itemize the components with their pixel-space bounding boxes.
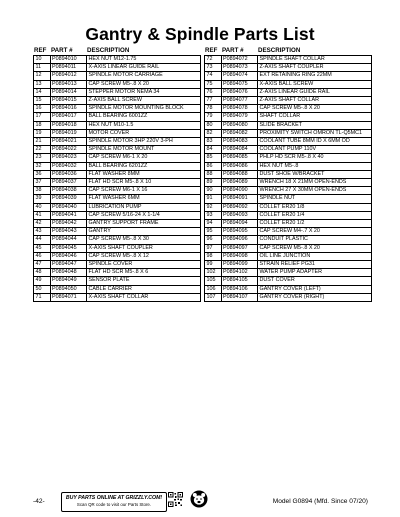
ref-cell: 46 <box>34 252 51 260</box>
ref-cell: 96 <box>205 236 222 244</box>
part-number-cell: P0894106 <box>221 285 258 293</box>
ref-cell: 43 <box>34 228 51 236</box>
table-row <box>205 285 372 293</box>
page-footer <box>0 492 400 516</box>
part-number-cell: P0894072 <box>221 56 258 64</box>
ref-cell: 47 <box>34 261 51 269</box>
part-number-cell: P0894105 <box>221 277 258 285</box>
table-row <box>205 187 372 195</box>
ref-cell: 71 <box>34 293 51 301</box>
ref-cell: 88 <box>205 170 222 178</box>
promo-subtext: Scan QR code to visit our Parts Store. <box>76 502 152 507</box>
qr-code-icon[interactable] <box>168 492 183 507</box>
part-number-cell: P0894098 <box>221 252 258 260</box>
description-cell: CAP SCREW M4-.7 X 20 <box>258 228 372 236</box>
part-number-cell: P0894074 <box>221 72 258 80</box>
table-row <box>34 285 201 293</box>
parts-table-right <box>204 46 372 302</box>
table-row <box>205 113 372 121</box>
ref-cell: 93 <box>205 211 222 219</box>
part-number-cell: P0894023 <box>50 154 87 162</box>
part-number-cell: P0894039 <box>50 195 87 203</box>
table-row <box>205 162 372 170</box>
part-number-cell: P0894015 <box>50 97 87 105</box>
part-number-cell: P0894083 <box>221 138 258 146</box>
description-cell: EXT RETAINING RING 22MM <box>258 72 372 80</box>
description-cell: FLAT WASHER 8MM <box>87 170 201 178</box>
description-cell: COLLET ER20 1/2 <box>258 220 372 228</box>
description-cell: CAP SCREW 5/16-24 X 1-1/4 <box>87 211 201 219</box>
ref-cell: 41 <box>34 211 51 219</box>
ref-cell: 84 <box>205 146 222 154</box>
parts-rows-left <box>34 56 201 302</box>
description-cell: COLLET ER20 1/4 <box>258 211 372 219</box>
description-cell: PROXIMITY SWITCH OMRON TL-Q5MC1 <box>258 129 372 137</box>
ref-cell: 12 <box>34 72 51 80</box>
part-number-cell: P0894019 <box>50 129 87 137</box>
description-cell: CAP SCREW M6-1 X 16 <box>87 187 201 195</box>
table-row <box>34 170 201 178</box>
ref-cell: 22 <box>34 146 51 154</box>
table-row <box>34 293 201 301</box>
description-cell: WRENCH 27 X 30MM OPEN-ENDS <box>258 187 372 195</box>
part-number-cell: P0894040 <box>50 203 87 211</box>
part-number-cell: P0894078 <box>221 105 258 113</box>
part-number-cell: P0894012 <box>50 72 87 80</box>
part-number-cell: P0894042 <box>50 220 87 228</box>
parts-rows-right <box>205 56 372 302</box>
description-cell: GANTRY COVER (RIGHT) <box>258 293 372 301</box>
table-row <box>34 203 201 211</box>
table-row <box>205 252 372 260</box>
part-number-cell: P0894037 <box>50 179 87 187</box>
description-cell: DUST COVER <box>258 277 372 285</box>
description-cell: BALL BEARING 6001ZZ <box>87 113 201 121</box>
table-row <box>34 72 201 80</box>
table-header <box>33 46 201 55</box>
part-number-cell: P0894011 <box>50 64 87 72</box>
description-cell: CAP SCREW M5-.8 X 30 <box>87 236 201 244</box>
ref-cell: 42 <box>34 220 51 228</box>
part-number-cell: P0894090 <box>221 187 258 195</box>
part-number-cell: P0894047 <box>50 261 87 269</box>
part-number-cell: P0894032 <box>50 162 87 170</box>
ref-cell: 21 <box>34 138 51 146</box>
description-cell: CONDUIT PLASTIC <box>258 236 372 244</box>
table-row <box>34 105 201 113</box>
description-cell: CAP SCREW M5-.8 X 20 <box>258 105 372 113</box>
ref-cell: 49 <box>34 277 51 285</box>
part-number-cell: P0894089 <box>221 179 258 187</box>
description-cell: X-AXIS SHAFT COUPLER <box>87 244 201 252</box>
part-number-cell: P0894080 <box>221 121 258 129</box>
part-number-cell: P0894014 <box>50 88 87 96</box>
ref-cell: 107 <box>205 293 222 301</box>
description-cell: SPINDLE SHAFT COLLAR <box>258 56 372 64</box>
part-number-cell: P0894049 <box>50 277 87 285</box>
table-row <box>34 220 201 228</box>
ref-cell: 39 <box>34 195 51 203</box>
ref-cell: 75 <box>205 80 222 88</box>
part-number-cell: P0894038 <box>50 187 87 195</box>
table-row <box>34 187 201 195</box>
part-number-cell: P0894097 <box>221 244 258 252</box>
description-cell: GANTRY SUPPORT FRAME <box>87 220 201 228</box>
ref-cell: 82 <box>205 129 222 137</box>
description-cell: GANTRY COVER (LEFT) <box>258 285 372 293</box>
table-row <box>34 269 201 277</box>
parts-store-promo <box>61 492 167 512</box>
ref-cell: 19 <box>34 129 51 137</box>
part-number-cell: P0894048 <box>50 269 87 277</box>
ref-cell: 17 <box>34 113 51 121</box>
part-number-cell: P0894082 <box>221 129 258 137</box>
table-row <box>205 228 372 236</box>
part-number-cell: P0894091 <box>221 195 258 203</box>
page-number: -42- <box>33 498 45 505</box>
table-row <box>34 113 201 121</box>
table-row <box>205 97 372 105</box>
table-row <box>34 236 201 244</box>
table-row <box>205 121 372 129</box>
table-row <box>34 261 201 269</box>
table-row <box>205 203 372 211</box>
description-cell: WRENCH 18 X 21MM OPEN-ENDS <box>258 179 372 187</box>
ref-cell: 14 <box>34 88 51 96</box>
description-cell: SPINDLE MOTOR CARRIAGE <box>87 72 201 80</box>
grizzly-bear-logo-icon <box>190 490 208 508</box>
ref-cell: 45 <box>34 244 51 252</box>
description-cell: CABLE CARRIER <box>87 285 201 293</box>
ref-cell: 13 <box>34 80 51 88</box>
description-cell: OIL LINE JUNCTION <box>258 252 372 260</box>
table-row <box>34 195 201 203</box>
description-cell: CAP SCREW M6-1 X 20 <box>87 154 201 162</box>
table-row <box>34 56 201 64</box>
table-row <box>205 220 372 228</box>
table-row <box>205 236 372 244</box>
description-cell: GANTRY <box>87 228 201 236</box>
description-cell: LUBRICATION PUMP <box>87 203 201 211</box>
table-row <box>34 252 201 260</box>
part-number-cell: P0894018 <box>50 121 87 129</box>
description-cell: Z-AXIS SHAFT COLLAR <box>258 97 372 105</box>
ref-cell: 98 <box>205 252 222 260</box>
description-cell: STEPPER MOTOR NEMA 34 <box>87 88 201 96</box>
part-number-cell: P0894021 <box>50 138 87 146</box>
description-cell: HEX NUT M5-.8 <box>258 162 372 170</box>
table-row <box>205 129 372 137</box>
ref-cell: 86 <box>205 162 222 170</box>
description-cell: FLAT WASHER 6MM <box>87 195 201 203</box>
description-cell: SPINDLE MOTOR MOUNTING BLOCK <box>87 105 201 113</box>
table-row <box>205 293 372 301</box>
table-row <box>205 211 372 219</box>
part-number-cell: P0894096 <box>221 236 258 244</box>
part-number-cell: P0894022 <box>50 146 87 154</box>
description-cell: SLIDE BRACKET <box>258 121 372 129</box>
part-number-cell: P0894013 <box>50 80 87 88</box>
table-row <box>205 195 372 203</box>
part-header: PART # <box>222 47 244 54</box>
part-number-cell: P0894086 <box>221 162 258 170</box>
description-header: DESCRIPTION <box>87 47 130 54</box>
ref-cell: 106 <box>205 285 222 293</box>
description-cell: STRAIN RELIEF PG31 <box>258 261 372 269</box>
table-row <box>205 138 372 146</box>
description-cell: X-AXIS BALL SCREW <box>258 80 372 88</box>
table-row <box>205 244 372 252</box>
ref-cell: 95 <box>205 228 222 236</box>
ref-cell: 36 <box>34 170 51 178</box>
part-number-cell: P0894036 <box>50 170 87 178</box>
description-cell: SENSOR PLATE <box>87 277 201 285</box>
ref-cell: 72 <box>205 56 222 64</box>
description-cell: SPINDLE COVER <box>87 261 201 269</box>
ref-cell: 77 <box>205 97 222 105</box>
table-row <box>34 244 201 252</box>
description-cell: FLAT HD SCR M5-.8 X 10 <box>87 179 201 187</box>
description-cell: SPINDLE NUT <box>258 195 372 203</box>
table-row <box>205 277 372 285</box>
table-row <box>34 179 201 187</box>
table-row <box>205 105 372 113</box>
part-number-cell: P0894085 <box>221 154 258 162</box>
description-cell: SPINDLE MOTOR MOUNT <box>87 146 201 154</box>
description-cell: HEX NUT M10-1.5 <box>87 121 201 129</box>
ref-cell: 16 <box>34 105 51 113</box>
ref-cell: 38 <box>34 187 51 195</box>
table-row <box>205 72 372 80</box>
ref-cell: 76 <box>205 88 222 96</box>
description-cell: DUST SHOE W/BRACKET <box>258 170 372 178</box>
part-header: PART # <box>51 47 73 54</box>
ref-cell: 102 <box>205 269 222 277</box>
part-number-cell: P0894084 <box>221 146 258 154</box>
ref-cell: 99 <box>205 261 222 269</box>
part-number-cell: P0894075 <box>221 80 258 88</box>
part-number-cell: P0894094 <box>221 220 258 228</box>
table-row <box>34 228 201 236</box>
table-row <box>34 162 201 170</box>
description-cell: X-AXIS LINEAR GUIDE RAIL <box>87 64 201 72</box>
ref-cell: 48 <box>34 269 51 277</box>
part-number-cell: P0894076 <box>221 88 258 96</box>
part-number-cell: P0894077 <box>221 97 258 105</box>
part-number-cell: P0894043 <box>50 228 87 236</box>
description-cell: X-AXIS SHAFT COLLAR <box>87 293 201 301</box>
description-cell: BALL BEARING 6201ZZ <box>87 162 201 170</box>
ref-cell: 90 <box>205 187 222 195</box>
table-row <box>34 121 201 129</box>
part-number-cell: P0894099 <box>221 261 258 269</box>
table-row <box>205 56 372 64</box>
parts-table-left <box>33 46 201 302</box>
description-cell: SHAFT COLLAR <box>258 113 372 121</box>
table-row <box>34 129 201 137</box>
table-row <box>205 179 372 187</box>
ref-cell: 10 <box>34 56 51 64</box>
part-number-cell: P0894041 <box>50 211 87 219</box>
description-cell: SPINDLE MOTOR 3HP 220V 3-PH <box>87 138 201 146</box>
ref-cell: 44 <box>34 236 51 244</box>
ref-cell: 23 <box>34 154 51 162</box>
part-number-cell: P0894010 <box>50 56 87 64</box>
table-row <box>205 170 372 178</box>
description-cell: COOLANT TUBE 8MM ID X 6MM OD <box>258 138 372 146</box>
ref-cell: 37 <box>34 179 51 187</box>
table-row <box>34 154 201 162</box>
part-number-cell: P0894044 <box>50 236 87 244</box>
table-row <box>34 88 201 96</box>
part-number-cell: P0894050 <box>50 285 87 293</box>
ref-cell: 91 <box>205 195 222 203</box>
part-number-cell: P0894088 <box>221 170 258 178</box>
ref-cell: 83 <box>205 138 222 146</box>
table-row <box>34 80 201 88</box>
part-number-cell: P0894102 <box>221 269 258 277</box>
ref-cell: 89 <box>205 179 222 187</box>
ref-cell: 92 <box>205 203 222 211</box>
ref-cell: 50 <box>34 285 51 293</box>
model-label: Model G0894 (Mfd. Since 07/20) <box>272 498 368 505</box>
table-row <box>34 211 201 219</box>
part-number-cell: P0894046 <box>50 252 87 260</box>
ref-cell: 15 <box>34 97 51 105</box>
description-cell: FLAT HD SCR M5-.8 X 6 <box>87 269 201 277</box>
ref-cell: 40 <box>34 203 51 211</box>
description-cell: Z-AXIS LINEAR GUIDE RAIL <box>258 88 372 96</box>
table-header <box>204 46 372 55</box>
table-row <box>34 277 201 285</box>
ref-cell: 105 <box>205 277 222 285</box>
table-row <box>34 64 201 72</box>
description-cell: COOLANT PUMP 110V <box>258 146 372 154</box>
part-number-cell: P0894045 <box>50 244 87 252</box>
ref-cell: 85 <box>205 154 222 162</box>
ref-header: REF <box>205 47 218 54</box>
description-cell: WATER PUMP ADAPTER <box>258 269 372 277</box>
description-header: DESCRIPTION <box>258 47 301 54</box>
table-row <box>34 138 201 146</box>
description-cell: HEX NUT M12-1.75 <box>87 56 201 64</box>
ref-cell: 18 <box>34 121 51 129</box>
ref-cell: 79 <box>205 113 222 121</box>
part-number-cell: P0894016 <box>50 105 87 113</box>
ref-cell: 97 <box>205 244 222 252</box>
ref-cell: 80 <box>205 121 222 129</box>
part-number-cell: P0894107 <box>221 293 258 301</box>
ref-cell: 94 <box>205 220 222 228</box>
description-cell: MOTOR COVER <box>87 129 201 137</box>
table-row <box>205 146 372 154</box>
description-cell: Z-AXIS SHAFT COUPLER <box>258 64 372 72</box>
promo-headline: BUY PARTS ONLINE AT GRIZZLY.COM! <box>65 495 163 501</box>
ref-header: REF <box>34 47 47 54</box>
ref-cell: 74 <box>205 72 222 80</box>
description-cell: CAP SCREW M5-.8 X 20 <box>87 80 201 88</box>
table-row <box>34 97 201 105</box>
ref-cell: 11 <box>34 64 51 72</box>
ref-cell: 32 <box>34 162 51 170</box>
part-number-cell: P0894095 <box>221 228 258 236</box>
description-cell: PHLP HD SCR M5-.8 X 40 <box>258 154 372 162</box>
table-row <box>205 261 372 269</box>
table-row <box>34 146 201 154</box>
ref-cell: 73 <box>205 64 222 72</box>
part-number-cell: P0894073 <box>221 64 258 72</box>
part-number-cell: P0894071 <box>50 293 87 301</box>
part-number-cell: P0894093 <box>221 211 258 219</box>
description-cell: CAP SCREW M5-.8 X 20 <box>258 244 372 252</box>
page-title: Gantry & Spindle Parts List <box>85 24 315 44</box>
part-number-cell: P0894079 <box>221 113 258 121</box>
ref-cell: 78 <box>205 105 222 113</box>
table-row <box>205 88 372 96</box>
table-row <box>205 80 372 88</box>
part-number-cell: P0894017 <box>50 113 87 121</box>
table-row <box>205 64 372 72</box>
part-number-cell: P0894092 <box>221 203 258 211</box>
description-cell: COLLET ER20 1/8 <box>258 203 372 211</box>
table-row <box>205 269 372 277</box>
description-cell: CAP SCREW M5-.8 X 12 <box>87 252 201 260</box>
description-cell: Z-AXIS BALL SCREW <box>87 97 201 105</box>
table-row <box>205 154 372 162</box>
